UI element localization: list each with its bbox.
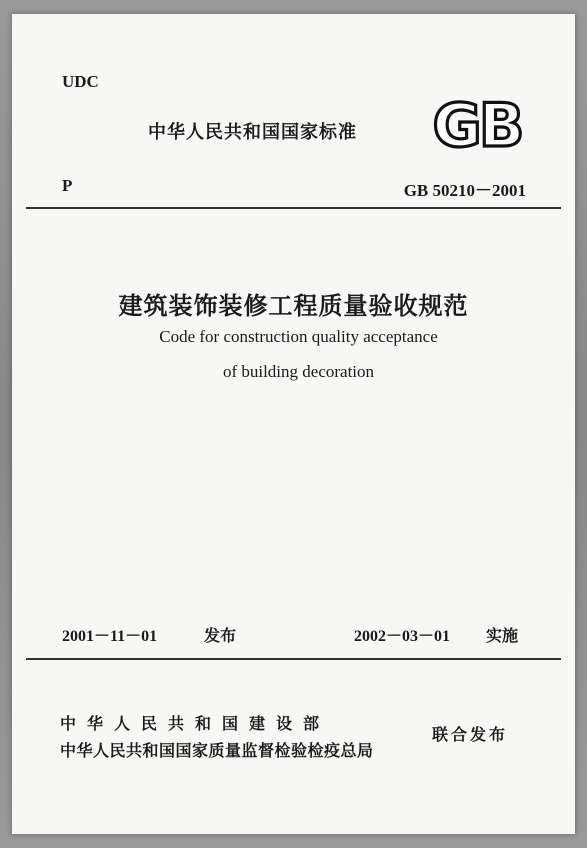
- title-chinese: 建筑装饰装修工程质量验收规范: [118, 292, 469, 320]
- standard-cover-page: [12, 14, 575, 834]
- issue-date: 2001－11－01: [62, 628, 158, 645]
- standard-number: GB 50210－2001: [403, 181, 526, 200]
- title-english-line2: of building decoration: [222, 362, 375, 381]
- issue-label: 发布: [204, 626, 237, 645]
- gb-logo-text: GB: [432, 92, 522, 156]
- title-english-line1: Code for construction quality acceptance: [159, 327, 438, 346]
- issuer-ministry: 中华人民共和国建设部: [60, 714, 331, 733]
- gb-logo: [426, 92, 528, 156]
- divider-bottom: [26, 658, 561, 660]
- standard-kind: 中华人民共和国国家标准: [148, 122, 357, 143]
- implement-label: 实施: [486, 626, 519, 645]
- udc-label: UDC: [62, 72, 99, 91]
- implement-date: 2002－03－01: [354, 628, 451, 645]
- category-label: P: [62, 176, 73, 195]
- divider-top: [26, 207, 561, 209]
- joint-issue-label: 联合发布: [432, 725, 509, 744]
- issuer-aqsiq: 中华人民共和国国家质量监督检验检疫总局: [60, 741, 374, 760]
